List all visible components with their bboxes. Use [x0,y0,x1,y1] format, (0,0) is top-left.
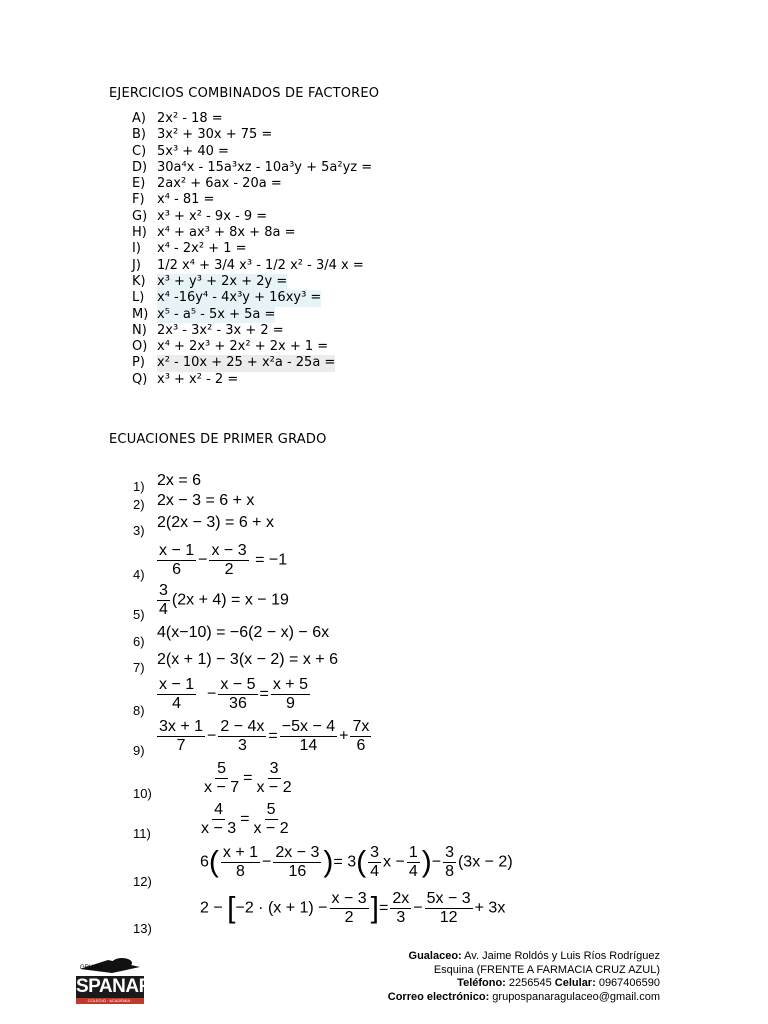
contact-footer [388,950,660,1004]
equation-8: $\frac{x - 1}{4}$ − $\frac{x - 5}{36}$ = $\frac{x + 5}{9}$ [159,676,308,712]
equation-2: 2x − 3 = 6 + x [157,492,255,509]
list-item: K) x³ + y³ + 2x + 2y = [132,273,288,289]
email-line: Correo electrónico: grupospanaragulaceo@gmail.com [387,990,660,1003]
logo-brand: SPANARA [76,976,166,997]
equation-number: 6) [133,634,145,649]
section1-title: EJERCICIOS COMBINADOS DE FACTOREO [109,86,380,101]
equation-number: 7) [133,660,145,675]
equation-number: 1) [133,479,145,494]
section2-title: ECUACIONES DE PRIMER GRADO [109,432,327,447]
list-item: I) x⁴ - 2x² + 1 = [132,241,247,257]
list-item: M) x⁵ - a⁵ - 5x + 5a = [132,306,276,322]
address-line: Gualaceo: Av. Jaime Roldós y Luis Ríos Rodríguez [408,950,660,962]
list-item: G) x³ + x² - 9x - 9 = [132,208,268,224]
logo-small-text: GRUPO [80,965,103,971]
list-item: C) 5x³ + 40 = [132,143,229,159]
list-item: P) x² - 10x + 25 + x²a - 25a = [132,355,336,371]
equation-7: 2(x + 1) − 3(x − 2) = x + 6 [157,651,338,668]
equation-3: 2(2x − 3) = 6 + x [157,514,274,531]
equation-number: 13) [133,921,152,936]
list-item: E) 2ax² + 6ax - 20a = [132,176,282,192]
list-item: H) x⁴ + ax³ + 8x + 8a = [132,225,296,241]
list-item: Q) x³ + x² - 2 = [132,371,239,387]
equation-number: 11) [133,826,151,841]
equation-number: 5) [133,607,145,622]
equation-11: $\frac{4}{x - 3}$ = $\frac{5}{x - 2}$ [201,801,289,837]
list-item: B) 3x² + 30x + 75 = [132,127,273,143]
list-item: O) x⁴ + 2x³ + 2x² + 2x + 1 = [132,339,329,355]
equation-number: 10) [133,786,152,801]
equation-10: $\frac{5}{x - 7}$ = $\frac{3}{x - 2}$ [204,760,292,796]
factoring-list [132,111,372,388]
list-item: J) 1/2 x⁴ + 3/4 x³ - 1/2 x² - 3/4 x = [132,257,364,273]
equation-number: 9) [133,743,145,758]
equation-number: 4) [133,567,145,582]
equation-6: 4(x−10) = −6(2 − x) − 6x [157,624,330,641]
equation-number: 12) [133,874,152,889]
equation-4: $\frac{x - 1}{6}$ − $\frac{x - 3}{2}$ = −1 [159,542,288,578]
list-item: L) x⁴ -16y⁴ - 4x³y + 16xy³ = [132,290,322,306]
spanara-logo [76,955,166,1013]
logo-strip: COLEGIO · ACADEMIA · PREUNIVERSITARIO [76,998,144,1004]
equation-number: 3) [133,523,145,538]
phone-line: Teléfono: 2256545 Celular: 0967406590 [457,977,660,989]
equation-number: 8) [133,703,145,718]
equation-12: 6( $\frac{x + 1}{8}$ − $\frac{2x - 3}{16}$ )= 3( $\frac{3}{4}$ x − $\frac{1}{4}$ )− $\frac{3}{8}$ (3x − 2) [200,844,513,880]
equation-13: 2 − [−2 · (x + 1) − $\frac{x - 3}{2}$ ]= $\frac{2x}{3}$ − $\frac{5x - 3}{12}$ + 3x [200,890,506,926]
address-line-2: Esquina (FRENTE A FARMACIA CRUZ AZUL) [433,963,660,976]
list-item: A) 2x² - 18 = [132,111,223,126]
list-item: N) 2x³ - 3x² - 3x + 2 = [132,322,284,338]
list-item: D) 30a⁴x - 15a³xz - 10a³y + 5a²yz = [132,159,373,175]
list-item: F) x⁴ - 81 = [132,192,215,208]
equation-1: 2x = 6 [157,472,202,489]
equation-number: 2) [133,497,145,512]
equation-5: $\frac{3}{4}$ (2x + 4) = x − 19 [159,582,289,618]
equation-9: $\frac{3x + 1}{7}$ − $\frac{2 - 4x}{3}$ = $\frac{-5x - 4}{14}$ + $\frac{7x}{6}$ [159,718,370,754]
